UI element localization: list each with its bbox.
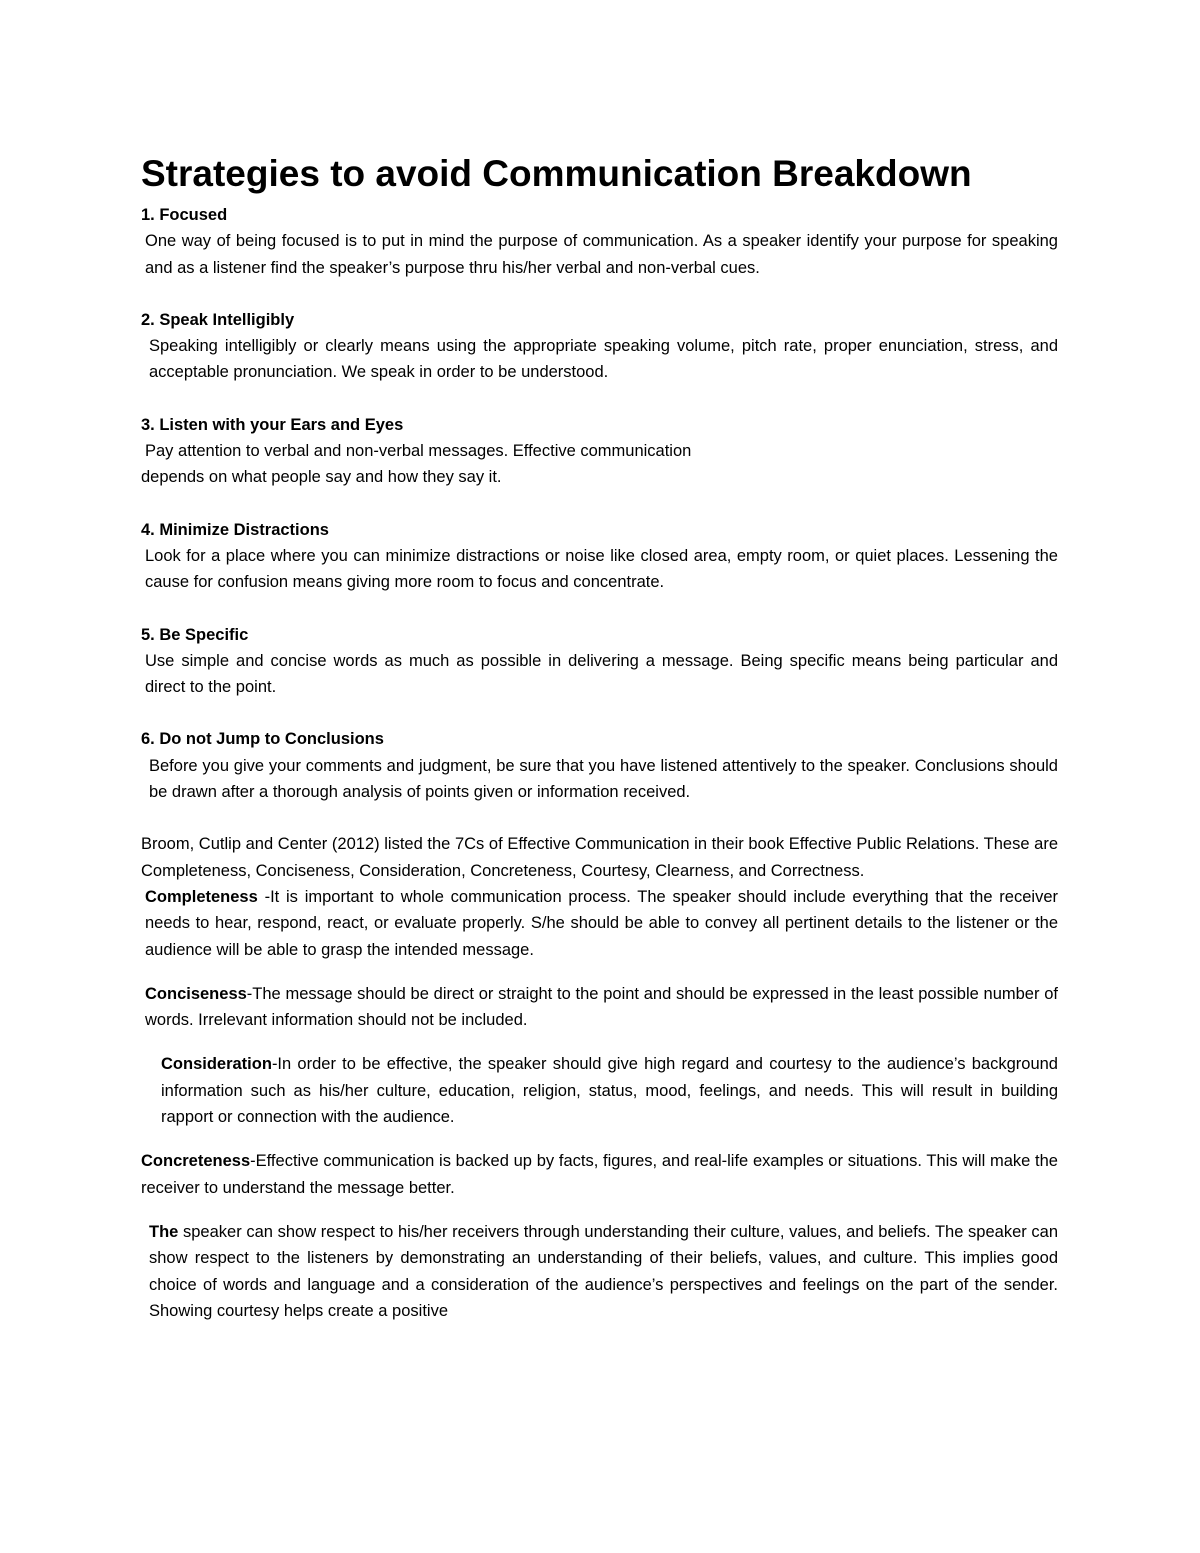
section-body: One way of being focused is to put in mind the purpose of communication. As a speaker identify your purpose for speaking and as a listener find the speaker’s purpose thru his/her verbal and non-verbal cues. — [145, 232, 1058, 277]
section-body-line: Pay attention to verbal and non-verbal messages. Effective communication — [145, 442, 692, 461]
term-text: -In order to be effective, the speaker should give high regard and courtesy to the audience’s background information such as his/her culture, education, religion, status, mood, feelings, and needs. This will result in building rapport or connection with the audience. — [161, 1055, 1058, 1127]
term-text: -It is important to whole communication process. The speaker should include everything that the receiver needs to hear, respond, react, or evaluate properly. S/he should be able to convey all pertinent details to the listener or the audience will be able to grasp the intended message. — [145, 887, 1058, 959]
section-body: Speaking intelligibly or clearly means using the appropriate speaking volume, pitch rate, proper enunciation, stress, and acceptable pronunciation. We speak in order to be understood. — [149, 337, 1058, 382]
strategy-section-4 — [141, 517, 1058, 596]
strategy-section-6 — [141, 726, 1058, 805]
seven-cs-intro: Broom, Cutlip and Center (2012) listed the 7Cs of Effective Communication in their book Effective Public Relations. These are Completeness, Conciseness, Consideration, Concreteness, Courtesy, Clearness, and Correctness. — [141, 835, 1058, 880]
strategy-section-1 — [141, 202, 1058, 281]
section-heading: 2. Speak Intelligibly — [141, 310, 295, 329]
document-body — [141, 202, 1058, 1342]
section-heading: 1. Focused — [141, 206, 228, 224]
term-label: Completeness — [145, 887, 258, 906]
term-text: -Effective communication is backed up by facts, figures, and real-life examples or situations. This will make the receiver to understand the message better. — [141, 1152, 1058, 1197]
term-consideration — [141, 1051, 1058, 1130]
section-heading: 6. Do not Jump to Conclusions — [141, 730, 384, 749]
section-body-line: depends on what people say and how they say it. — [141, 468, 502, 487]
term-label: Consideration — [161, 1055, 272, 1074]
term-conciseness — [141, 981, 1058, 1034]
term-label: Conciseness — [145, 984, 247, 1003]
section-body: Use simple and concise words as much as possible in delivering a message. Being specific means being particular and direct to the point. — [145, 651, 1058, 697]
term-text: speaker can show respect to his/her receivers through understanding their culture, values, and beliefs. The speaker can show respect to the listeners by demonstrating an understanding of their beliefs, values, and culture. This implies good choice of words and language and a consideration of the audience’s perspectives and feelings on the part of the sender. Showing courtesy helps create a positive — [149, 1222, 1058, 1320]
page-title: Strategies to avoid Communication Breakdown — [141, 153, 972, 194]
term-completeness — [141, 884, 1058, 963]
strategy-section-3 — [141, 412, 1058, 491]
strategy-section-2 — [141, 307, 1058, 386]
section-body: Before you give your comments and judgment, be sure that you have listened attentively to the speaker. Conclusions should be drawn after a thorough analysis of points given or information received. — [149, 756, 1058, 802]
term-label: The — [149, 1222, 179, 1241]
section-body: Look for a place where you can minimize distractions or noise like closed area, empty room, or quiet places. Lessening the cause for confusion means giving more room to focus and concentrate. — [145, 546, 1058, 592]
term-concreteness — [141, 1148, 1058, 1201]
section-heading: 4. Minimize Distractions — [141, 520, 329, 539]
section-heading: 5. Be Specific — [141, 625, 249, 644]
term-label: Concreteness — [141, 1152, 251, 1171]
term-text: -The message should be direct or straight to the point and should be expressed in the least possible number of words. Irrelevant information should not be included. — [145, 984, 1058, 1030]
section-heading: 3. Listen with your Ears and Eyes — [141, 415, 404, 434]
strategy-section-5 — [141, 622, 1058, 701]
term-courtesy — [141, 1219, 1058, 1324]
